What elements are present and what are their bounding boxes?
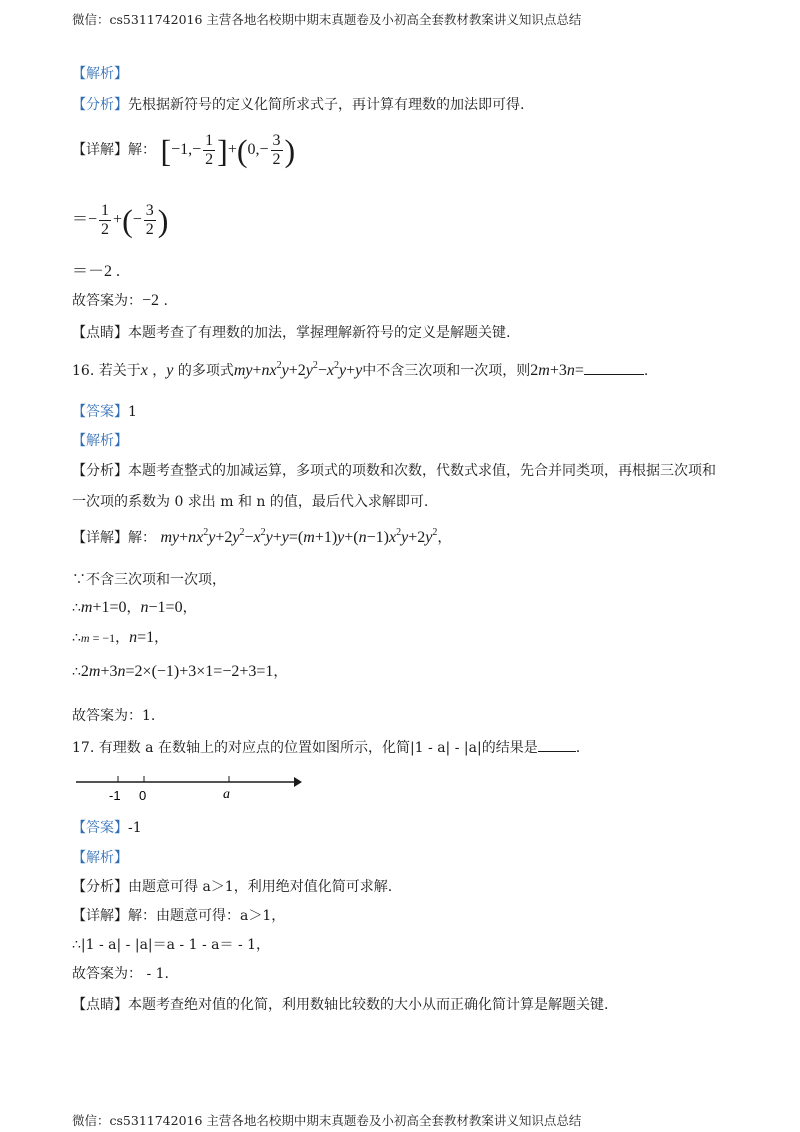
q17-final: 故答案为： - 1. bbox=[72, 966, 169, 982]
q16-therefore-1: ∴m+1=0，n−1=0， bbox=[72, 599, 197, 616]
q16-answer-tag: 【答案】 bbox=[72, 404, 128, 420]
q17-stem: 17. 有理数 a 在数轴上的对应点的位置如图所示，化简|1 - a| - |a|的结果是 . bbox=[72, 740, 581, 756]
q16-stem: 16. 若关于x ，y 的多项式$my+nx^2y+2y^2-x^2y+y$中不含三次项和一次项，则2m+3n= . bbox=[72, 360, 649, 379]
q17-answer-blank bbox=[538, 739, 576, 752]
q17-dianjing: 【点睛】本题考查绝对值的化简，利用数轴比较数的大小从而正确化简计算是解题关键. bbox=[72, 997, 609, 1013]
q15-jiexi-tag: 【解析】 bbox=[72, 66, 128, 82]
q17-answer: 【答案】-1 bbox=[72, 820, 142, 836]
q16-xiangjie-tag: 【详解】 bbox=[72, 530, 128, 546]
q15-dianjing-tag: 【点睛】 bbox=[72, 325, 128, 341]
q16-answer: 【答案】1 bbox=[72, 404, 137, 420]
q16-jiexi-tag: 【解析】 bbox=[72, 433, 128, 449]
q15-answer: 故答案为：−2 . bbox=[72, 292, 168, 309]
q17-xiangjie: 【详解】解：由题意可得：a＞1， bbox=[72, 908, 286, 924]
q15-step2: ＝－2 . bbox=[72, 263, 121, 280]
q16-fenxi-tag: 【分析】 bbox=[72, 463, 128, 479]
q16-therefore-2: ∴m = −1，n=1， bbox=[72, 629, 169, 646]
tick-label-zero: 0 bbox=[139, 788, 147, 803]
q15-fenxi: 【分析】先根据新符号的定义化简所求式子，再计算有理数的加法即可得. bbox=[72, 97, 525, 113]
q17-jiexi-tag: 【解析】 bbox=[72, 850, 128, 866]
tick-label-a: a bbox=[223, 787, 230, 802]
q17-fenxi-tag: 【分析】 bbox=[72, 879, 128, 895]
q15-expression: [−1,− $\frac{1}{2}$ ]+(0,− $\frac{3}{2}$ ) bbox=[160, 131, 296, 169]
q17-dianjing-tag: 【点睛】 bbox=[72, 997, 128, 1013]
q16-fenxi-line2: 一次项的系数为 0 求出 m 和 n 的值，最后代入求解即可. bbox=[72, 494, 429, 510]
number-line bbox=[72, 770, 312, 806]
q15-step1: ＝− $\frac{1}{2}$ +(− $\frac{3}{2}$ ) bbox=[72, 201, 169, 239]
q16-answer-blank bbox=[584, 360, 644, 375]
q15-xiangjie-tag: 【详解】 bbox=[72, 142, 128, 158]
q16-final: 故答案为：1. bbox=[72, 708, 156, 724]
q16-therefore-3: ∴2m+3n=2×(−1)+3×1=−2+3=1， bbox=[72, 663, 288, 680]
q16-xiangjie: 【详解】解： $my+nx^2y+2y^2-x^2y+y=(m+1)y+(n-1)x^2y+2y^2$， bbox=[72, 527, 452, 546]
tick-label-minus-one: -1 bbox=[109, 788, 121, 803]
q17-answer-tag: 【答案】 bbox=[72, 820, 128, 836]
page-footer: 微信：cs5311742016 主营各地名校期中期末真题卷及小初高全套教材教案讲义知识点总结 bbox=[72, 1113, 582, 1128]
q17-step: ∴|1 - a| - |a|＝a - 1 - a＝ - 1， bbox=[72, 937, 271, 953]
q17-fenxi: 【分析】由题意可得 a＞1，利用绝对值化简可求解. bbox=[72, 879, 393, 895]
number-line-arrow bbox=[294, 777, 302, 787]
q16-fenxi-line1: 【分析】本题考查整式的加减运算，多项式的项数和次数，代数式求值，先合并同类项，再根据三次项和 bbox=[72, 463, 716, 479]
page-header: 微信：cs5311742016 主营各地名校期中期末真题卷及小初高全套教材教案讲义知识点总结 bbox=[72, 12, 582, 27]
q15-dianjing: 【点睛】本题考查了有理数的加法，掌握理解新符号的定义是解题关键. bbox=[72, 325, 511, 341]
q15-xiangjie: 【详解】解： [−1,− $\frac{1}{2}$ ]+(0,− $\frac{3}{2}$ ) bbox=[72, 131, 296, 169]
q16-because: ∵不含三次项和一次项， bbox=[72, 572, 226, 588]
q17-xiangjie-tag: 【详解】 bbox=[72, 908, 128, 924]
q15-fenxi-tag: 【分析】 bbox=[72, 97, 128, 113]
